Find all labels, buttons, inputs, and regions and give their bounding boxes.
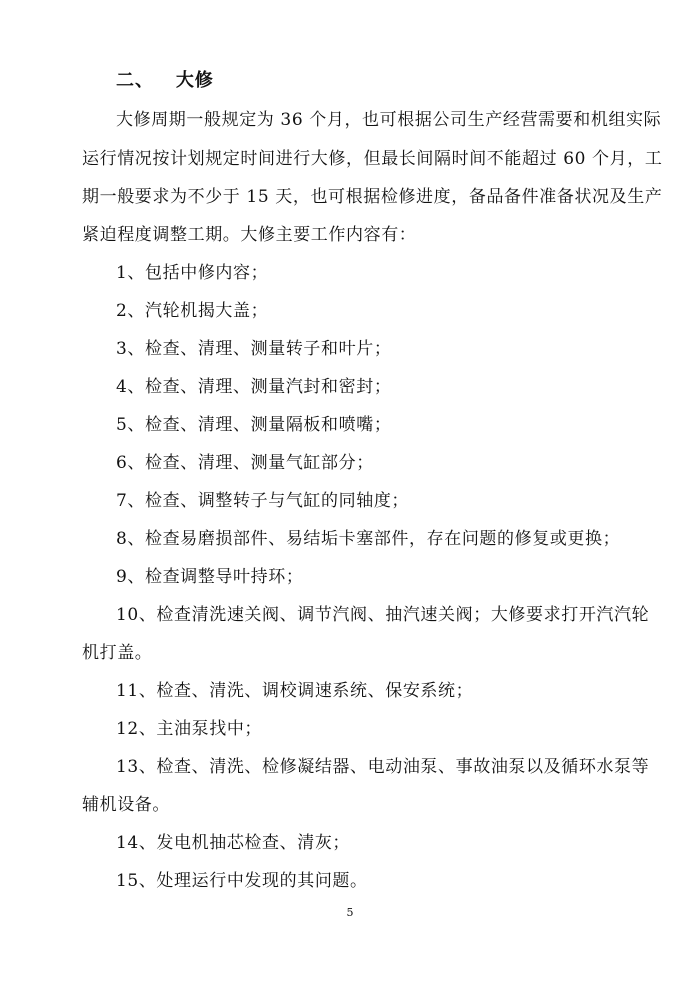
section-heading — [116, 66, 214, 92]
list-item: 10、检查清洗速关阀、调节汽阀、抽汽速关阀；大修要求打开汽汽轮 — [116, 605, 650, 625]
intro-line-1: 大修周期一般规定为 36 个月，也可根据公司生产经营需要和机组实际 — [116, 110, 662, 130]
list-item: 4、检查、清理、测量汽封和密封； — [116, 377, 392, 397]
list-item: 11、检查、清洗、调校调速系统、保安系统； — [116, 681, 474, 701]
intro-line-3: 期一般要求为不少于 15 天，也可根据检修进度，备品备件准备状况及生产 — [82, 187, 663, 207]
intro-line-4: 紧迫程度调整工期。大修主要工作内容有： — [82, 225, 417, 245]
list-item: 8、检查易磨损部件、易结垢卡塞部件，存在问题的修复或更换； — [116, 529, 621, 549]
list-item-continuation: 辅机设备。 — [82, 795, 170, 815]
page-number: 5 — [346, 906, 354, 919]
list-item: 7、检查、调整转子与气缸的同轴度； — [116, 491, 410, 511]
list-item: 9、检查调整导叶持环； — [116, 567, 304, 587]
list-item: 15、处理运行中发现的其问题。 — [116, 871, 368, 891]
list-item: 2、汽轮机揭大盖； — [116, 301, 269, 321]
list-item: 12、主油泵找中； — [116, 719, 263, 739]
list-item: 14、发电机抽芯检查、清灰； — [116, 833, 351, 853]
list-item: 1、包括中修内容； — [116, 263, 269, 283]
section-title: 大修 — [175, 70, 214, 91]
intro-line-2: 运行情况按计划规定时间进行大修，但最长间隔时间不能超过 60 个月，工 — [82, 149, 663, 169]
list-item: 6、检查、清理、测量气缸部分； — [116, 453, 374, 473]
list-item: 3、检查、清理、测量转子和叶片； — [116, 339, 392, 359]
section-number: 二、 — [116, 70, 154, 91]
list-item-continuation: 机打盖。 — [82, 643, 153, 663]
list-item: 5、检查、清理、测量隔板和喷嘴； — [116, 415, 392, 435]
list-item: 13、检查、清洗、检修凝结器、电动油泵、事故油泵以及循环水泵等 — [116, 757, 650, 777]
